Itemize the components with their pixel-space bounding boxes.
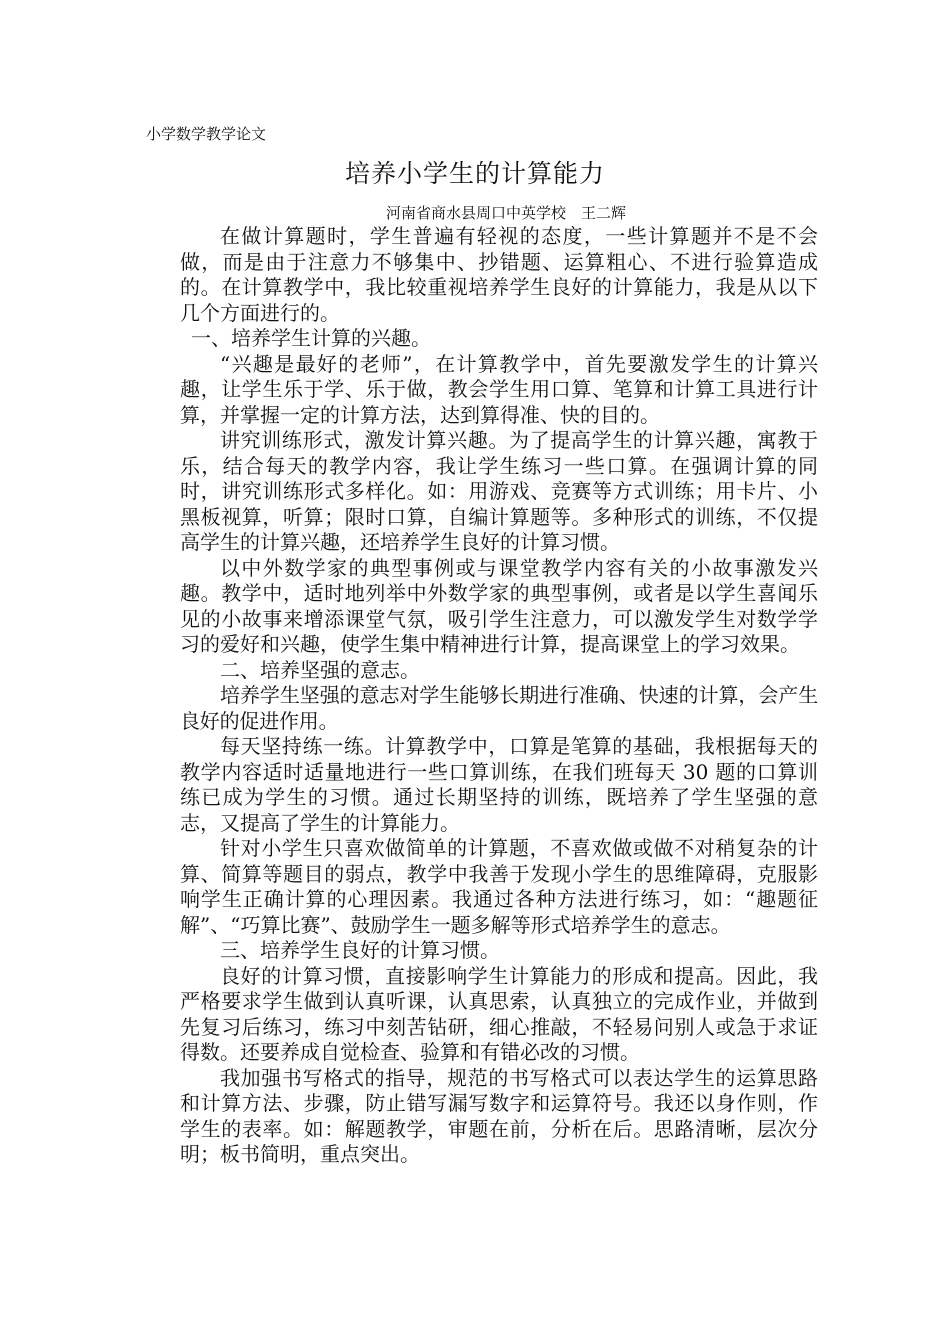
body-paragraph: “兴趣是最好的老师”，在计算教学中，首先要激发学生的计算兴趣，让学生乐于学、乐于做，教会学生用口算、笔算和计算工具进行计算，并掌握一定的计算方法，达到算得准、快的目的。 (180, 351, 818, 427)
document-title: 培养小学生的计算能力 (344, 159, 605, 188)
author-byline: 河南省商水县周口中英学校 王二辉 (386, 204, 627, 222)
body-paragraph: 每天坚持练一练。计算教学中，口算是笔算的基础，我根据每天的教学内容适时适量地进行一些口算训练，在我们班每天 30 题的口算训练已成为学生的习惯。通过长期坚持的训练，既培养了学生坚强的意志，又提高了学生的计算能力。 (180, 734, 818, 835)
body-paragraph: 良好的计算习惯，直接影响学生计算能力的形成和提高。因此，我严格要求学生做到认真听课，认真思索，认真独立的完成作业，并做到先复习后练习，练习中刻苦钻研，细心推敲，不轻易问别人或急于求证得数。还要养成自觉检查、验算和有错必改的习惯。 (180, 963, 818, 1064)
section-heading-2: 二、培养坚强的意志。 (220, 657, 420, 682)
body-paragraph: 讲究训练形式，激发计算兴趣。为了提高学生的计算兴趣，寓教于乐，结合每天的教学内容，我让学生练习一些口算。在强调计算的同时，讲究训练形式多样化。如：用游戏、竞赛等方式训练；用卡片、小黑板视算，听算；限时口算，自编计算题等。多种形式的训练，不仅提高学生的计算兴趣，还培养学生良好的计算习惯。 (180, 428, 818, 554)
article-body (180, 224, 818, 1168)
document-category-label: 小学数学教学论文 (146, 125, 267, 143)
body-paragraph: 我加强书写格式的指导，规范的书写格式可以表达学生的运算思路和计算方法、步骤，防止错写漏写数字和运算符号。我还以身作则，作学生的表率。如：解题教学，审题在前，分析在后。思路清晰，层次分明；板书简明，重点突出。 (180, 1065, 818, 1166)
section-heading-1: 一、培养学生计算的兴趣。 (191, 326, 431, 350)
body-paragraph: 培养学生坚强的意志对学生能够长期进行准确、快速的计算，会产生良好的促进作用。 (180, 683, 818, 733)
body-paragraph: 以中外数学家的典型事例或与课堂教学内容有关的小故事激发兴趣。教学中，适时地列举中外数学家的典型事例，或者是以学生喜闻乐见的小故事来增添课堂气氛，吸引学生注意力，可以激发学生对数学学习的爱好和兴趣，使学生集中精神进行计算，提高课堂上的学习效果。 (180, 555, 818, 656)
body-paragraph: 针对小学生只喜欢做简单的计算题，不喜欢做或做不对稍复杂的计算、简算等题目的弱点，教学中我善于发现小学生的思维障碍，克服影响学生正确计算的心理因素。我通过各种方法进行练习，如：“趣题征解”、“巧算比赛”、鼓励学生一题多解等形式培养学生的意志。 (180, 836, 818, 937)
section-heading-3: 三、培养学生良好的计算习惯。 (220, 938, 500, 962)
intro-paragraph: 在做计算题时，学生普遍有轻视的态度，一些计算题并不是不会做，而是由于注意力不够集中、抄错题、运算粗心、不进行验算造成的。在计算教学中，我比较重视培养学生良好的计算能力，我是从以下几个方面进行的。 (180, 224, 818, 325)
